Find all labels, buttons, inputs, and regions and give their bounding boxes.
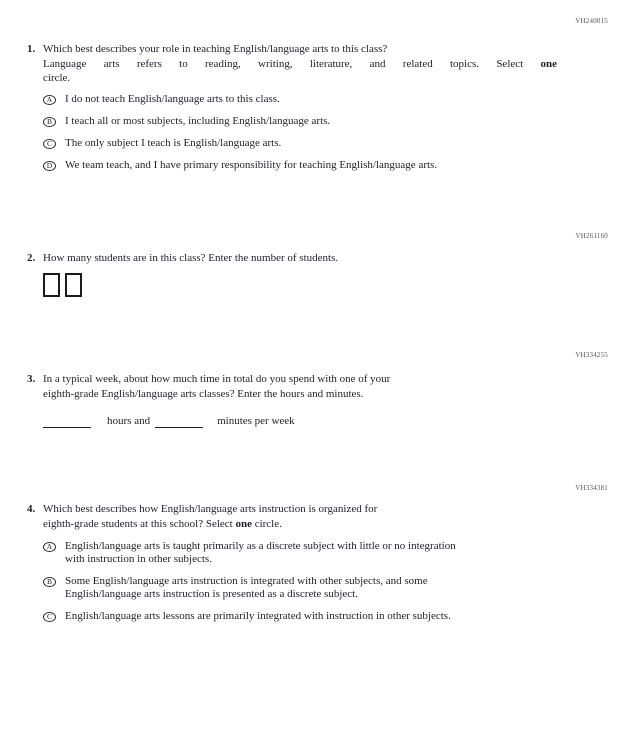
q4-option-b[interactable] bbox=[43, 575, 557, 600]
q4-text-line2-suffix: circle. bbox=[251, 517, 282, 530]
q4-text-line2 bbox=[43, 517, 557, 532]
q4-option-c-label: English/language arts lessons are primarily integrated with instruction in other subjects. bbox=[65, 610, 451, 622]
q1-option-c[interactable] bbox=[43, 137, 557, 150]
answer-oval-a-icon[interactable] bbox=[43, 542, 56, 552]
answer-oval-d-icon[interactable] bbox=[43, 161, 56, 171]
question-4 bbox=[27, 502, 557, 633]
q1-options bbox=[43, 93, 557, 172]
q4-option-c-letter: C bbox=[46, 612, 52, 622]
q1-option-d-letter: D bbox=[46, 160, 53, 170]
q4-option-a-line1: English/language arts is taught primarily as a discrete subject with little or no integration bbox=[65, 540, 456, 552]
q4-option-a-letter: A bbox=[46, 542, 53, 552]
question-3 bbox=[27, 372, 557, 428]
q1-option-a-label: I do not teach English/language arts to this class. bbox=[65, 92, 280, 105]
q4-option-c[interactable] bbox=[43, 610, 557, 623]
q4-option-a-label bbox=[65, 540, 456, 565]
q1-option-a[interactable] bbox=[43, 93, 557, 106]
q4-text-line1: Which best describes how English/language arts instruction is organized for bbox=[43, 503, 378, 515]
answer-oval-b-icon[interactable] bbox=[43, 577, 56, 587]
q1-text-line2-bold: one bbox=[540, 57, 557, 70]
q4-number: 4. bbox=[27, 503, 36, 515]
q2-student-count-entry bbox=[43, 273, 557, 297]
q1-option-d[interactable] bbox=[43, 159, 557, 172]
q2-accession-code: VH261160 bbox=[575, 232, 608, 240]
q3-minutes-label: minutes per week bbox=[217, 415, 295, 427]
q3-hours-blank[interactable] bbox=[43, 415, 91, 428]
q1-option-d-label: We team teach, and I have primary responsibility for teaching English/language arts. bbox=[65, 158, 438, 171]
q4-option-b-letter: B bbox=[46, 577, 52, 587]
q2-text: How many students are in this class? Enter the number of students. bbox=[43, 252, 339, 264]
q1-option-a-letter: A bbox=[46, 94, 53, 104]
q3-text-line1: In a typical week, about how much time in total do you spend with one of your bbox=[43, 373, 391, 385]
answer-oval-c-icon[interactable] bbox=[43, 612, 56, 622]
q1-option-c-label: The only subject I teach is English/language arts. bbox=[65, 136, 282, 149]
q4-option-b-line1: Some English/language arts instruction is integrated with other subjects, and some bbox=[65, 575, 428, 587]
q2-digit-box-ones[interactable] bbox=[65, 273, 82, 297]
q4-option-b-label bbox=[65, 575, 428, 600]
q3-accession-code: VH334255 bbox=[575, 351, 608, 359]
q4-options bbox=[43, 540, 557, 623]
q3-text-line2: eighth-grade English/language arts classes? Enter the hours and minutes. bbox=[43, 387, 364, 400]
q4-accession-code: VH334381 bbox=[575, 484, 608, 492]
q1-accession-code: VH240015 bbox=[575, 17, 608, 25]
q1-text-line3: circle. bbox=[43, 72, 71, 84]
q3-hours-label: hours and bbox=[107, 415, 151, 427]
q1-number: 1. bbox=[27, 43, 36, 55]
q4-text-line2-bold: one bbox=[235, 517, 252, 530]
q3-minutes-blank[interactable] bbox=[155, 415, 203, 428]
q4-option-a[interactable] bbox=[43, 540, 557, 565]
q1-text-line2-prefix: Language arts refers to reading, writing, literature, and related topics. Select bbox=[43, 57, 541, 70]
q1-option-b-label: I teach all or most subjects, including English/language arts. bbox=[65, 114, 331, 127]
q3-number: 3. bbox=[27, 373, 36, 385]
q4-option-a-line2: with instruction in other subjects. bbox=[65, 552, 212, 565]
q1-text-line2 bbox=[43, 57, 557, 72]
q3-time-entry bbox=[43, 414, 557, 428]
q1-option-b[interactable] bbox=[43, 115, 557, 128]
q2-number: 2. bbox=[27, 252, 36, 264]
answer-oval-c-icon[interactable] bbox=[43, 139, 56, 149]
q2-digit-box-tens[interactable] bbox=[43, 273, 60, 297]
q1-text-line1: Which best describes your role in teaching English/language arts to this class? bbox=[43, 43, 388, 55]
q4-text-line2-prefix: eighth-grade students at this school? Select bbox=[43, 517, 236, 530]
q1-option-c-letter: C bbox=[46, 138, 52, 148]
answer-oval-b-icon[interactable] bbox=[43, 117, 56, 127]
q4-option-b-line2: English/language arts instruction is presented as a discrete subject. bbox=[65, 587, 358, 600]
q1-option-b-letter: B bbox=[46, 116, 52, 126]
answer-oval-a-icon[interactable] bbox=[43, 95, 56, 105]
question-1 bbox=[27, 42, 557, 181]
question-2 bbox=[27, 251, 557, 297]
